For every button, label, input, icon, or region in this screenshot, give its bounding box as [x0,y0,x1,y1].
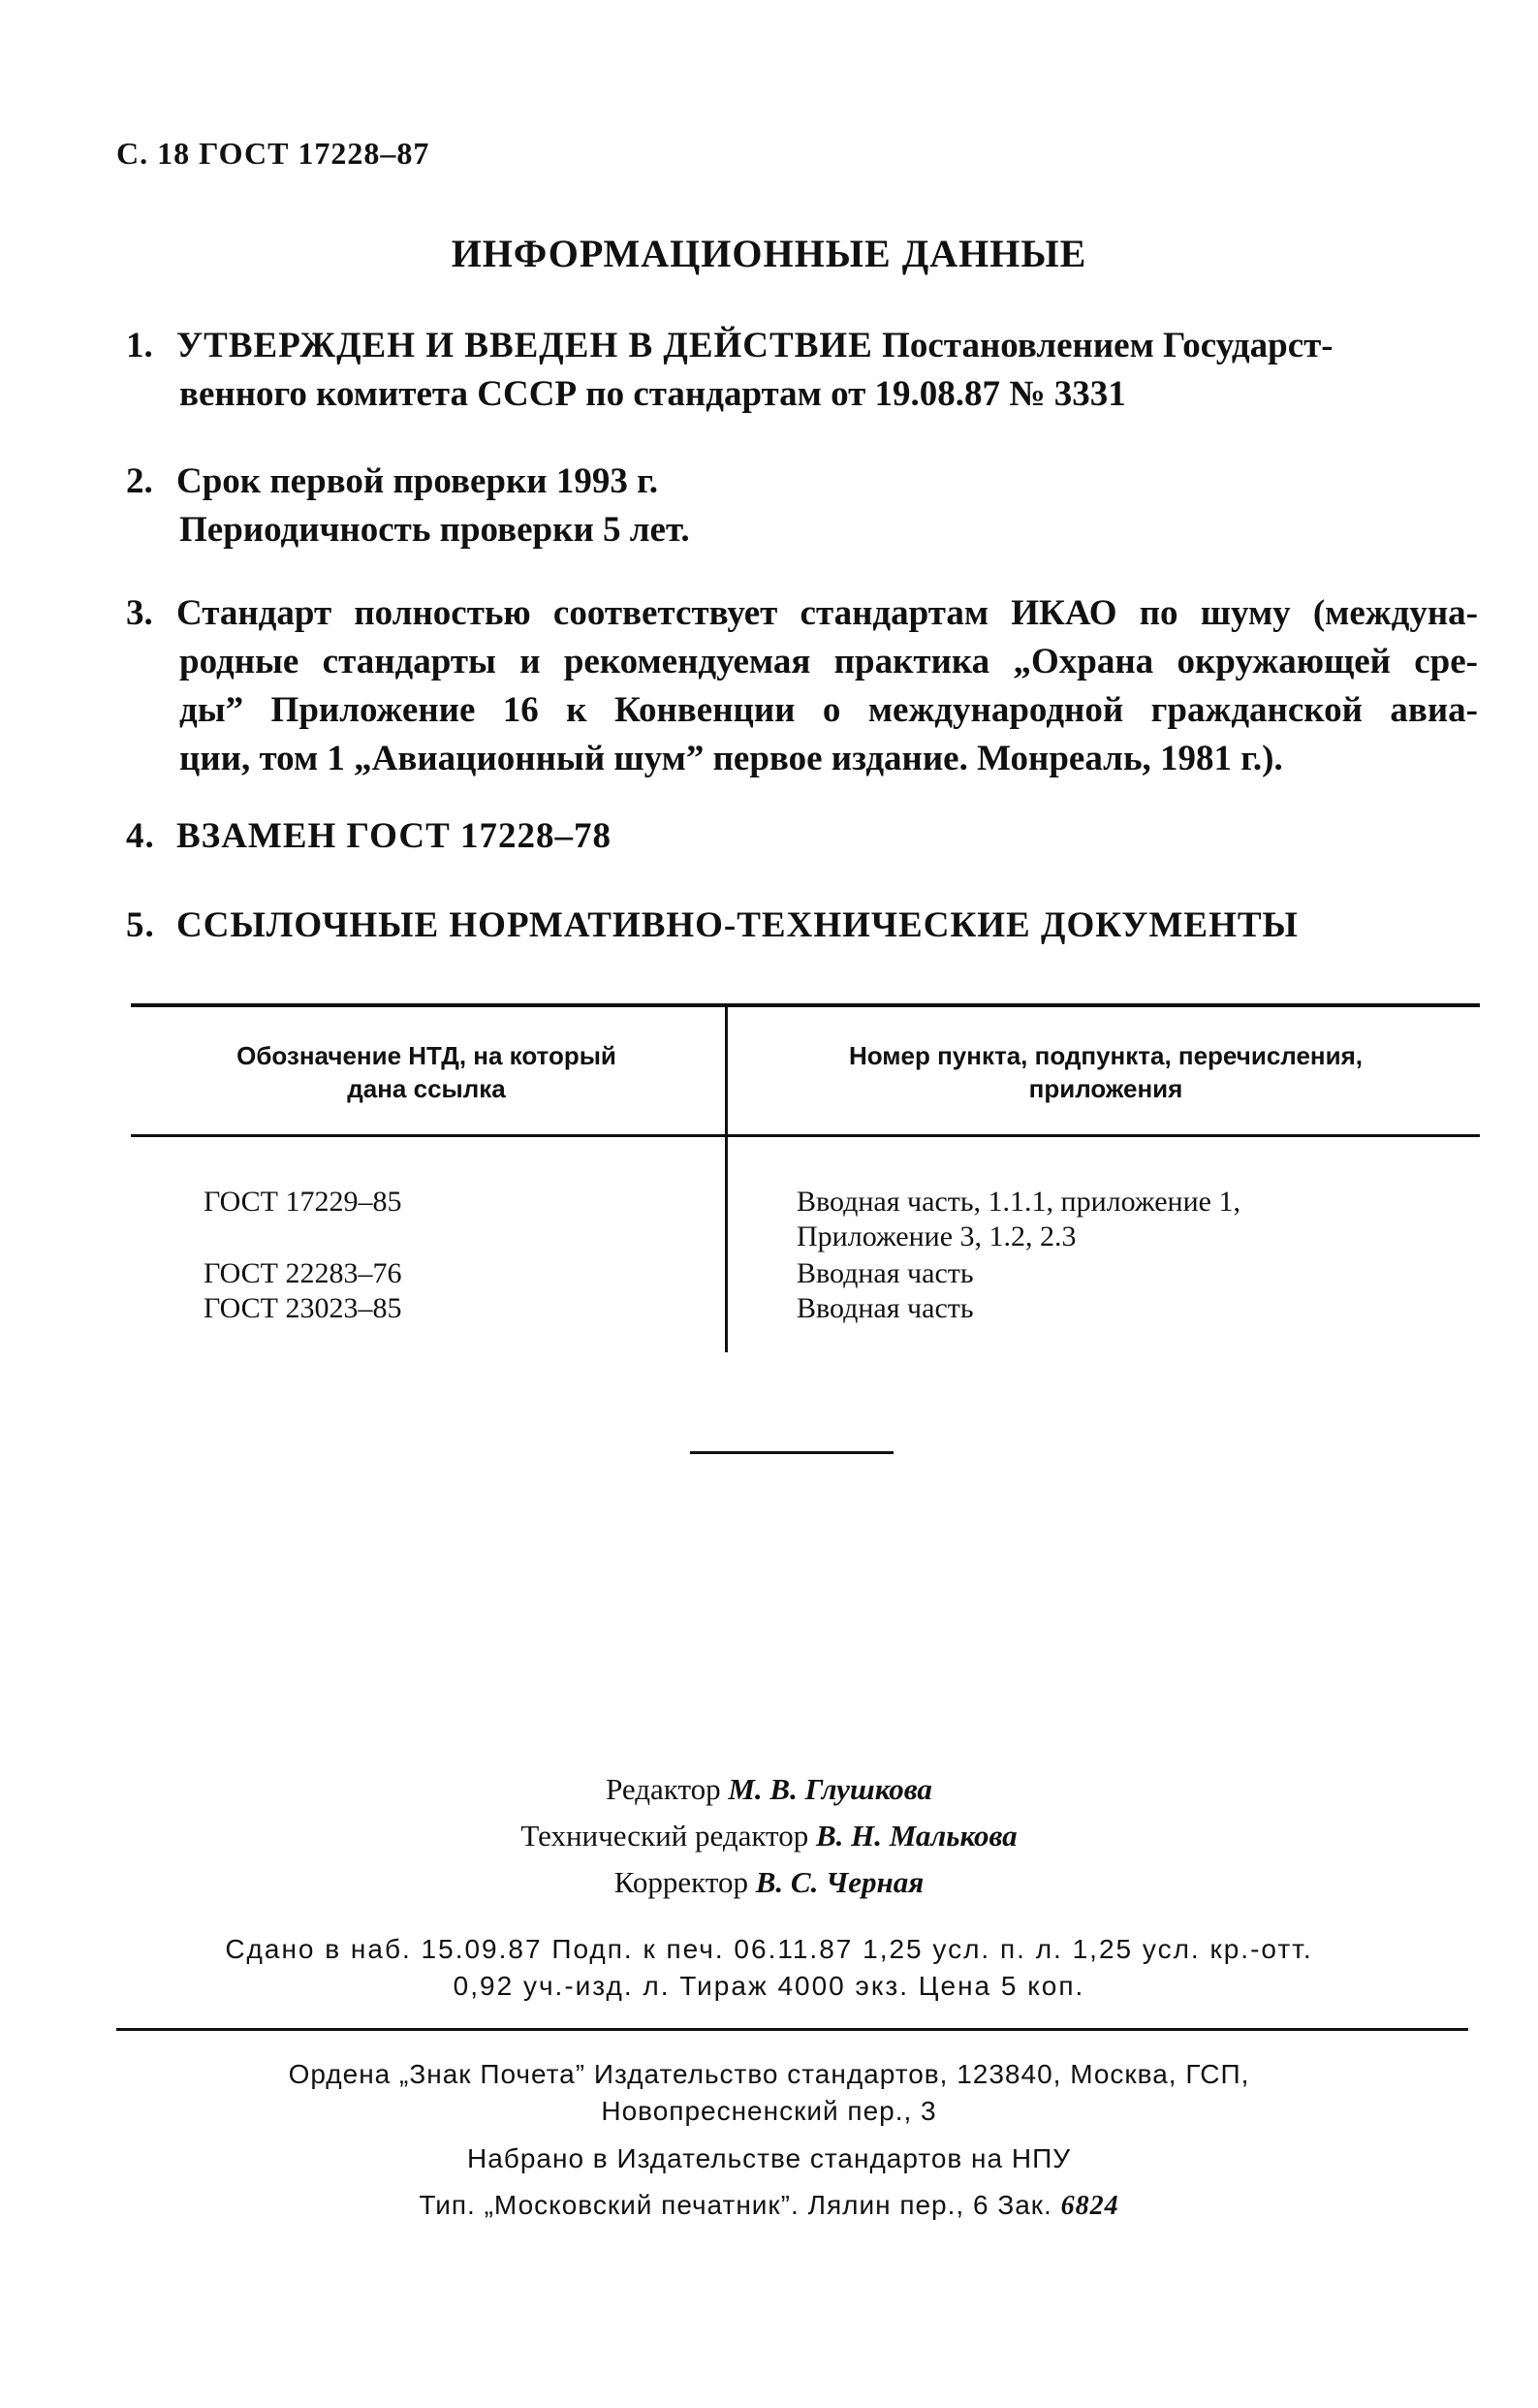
item-number: 1. [126,326,153,365]
credit-line: Технический редактор В. Н. Малькова [520,1819,1018,1853]
info-item-1 [126,322,1478,419]
publisher-line-1: Ордена „Знак Почета” Издательство стандартов, 123840, Москва, ГСП, [288,2059,1250,2089]
item-text-cont: венного комитета СССР по стандартам от 19.08.87 № 3331 [179,374,1126,414]
table-header-clause: Номер пункта, подпункта, перечисления, приложения [848,1041,1364,1103]
info-item-3 [126,589,1478,783]
item-text: Срок первой проверки 1993 г. [176,461,658,501]
item-number: 5. [126,905,155,945]
table-cell-doc: ГОСТ 22283–76 [204,1257,402,1289]
item-number: 2. [126,461,153,501]
info-item-5 [126,902,1478,950]
info-item-2 [126,458,1478,554]
item-text: ВЗАМЕН ГОСТ 17228–78 [176,816,612,856]
table-header-designation: Обозначение НТД, на который дана ссылка [236,1041,616,1103]
item-number: 3. [126,593,153,633]
publisher-rule [116,2028,1468,2031]
credit-line: Корректор В. С. Черная [613,1865,925,1899]
table-top-rule [131,1003,1480,1007]
item-text: Стандарт полностью соответствует стандартам ИКАО по шуму (междуна- [176,593,1478,633]
publisher-line-2: Новопресненский пер., 3 [601,2096,937,2126]
table-cell-ref: Вводная часть [797,1257,974,1289]
item-text: ССЫЛОЧНЫЕ НОРМАТИВНО-ТЕХНИЧЕСКИЕ ДОКУМЕНТЫ [176,905,1299,945]
table-cell-ref: Вводная часть [797,1292,974,1324]
table-cell-ref: Приложение 3, 1.2, 2.3 [797,1220,1077,1252]
info-item-4 [126,812,1478,861]
item-text-cont: ции, том 1 „Авиационный шум” первое издание. Монреаль, 1981 г.). [179,739,1283,778]
item-text-cont: родные стандарты и рекомендуемая практика „Охрана окружающей сре- [179,642,1478,681]
imprint-line-1: Сдано в наб. 15.09.87 Подп. к печ. 06.11.87 1,25 усл. п. л. 1,25 усл. кр.-отт. [225,1934,1313,1964]
publisher-line-4: Тип. „Московский печатник”. Лялин пер., 6 Зак. 6824 [419,2190,1119,2221]
section-title: ИНФОРМАЦИОННЫЕ ДАННЫЕ [451,232,1087,275]
item-lead: УТВЕРЖДЕН И ВВЕДЕН В ДЕЙСТВИЕ [176,326,873,365]
credit-line: Редактор М. В. Глушкова [606,1772,932,1806]
item-text-cont: ды” Приложение 16 к Конвенции о международной гражданской авиа- [179,690,1478,730]
order-number: 6824 [1060,2191,1119,2221]
item-text-cont: Периодичность проверки 5 лет. [179,510,690,550]
table-cell-doc: ГОСТ 17229–85 [204,1186,402,1218]
page-header: С. 18 ГОСТ 17228–87 [116,136,430,171]
end-divider [690,1451,894,1454]
table-cell-ref: Вводная часть, 1.1.1, приложение 1, [797,1186,1240,1218]
credits-block [0,1766,1538,1906]
table-header-rule [131,1134,1480,1137]
imprint-line-2: 0,92 уч.-изд. л. Тираж 4000 экз. Цена 5 коп. [453,1971,1085,2001]
item-text: Постановлением Государст- [882,326,1334,365]
table-column-divider [725,1005,728,1352]
item-number: 4. [126,816,155,856]
publisher-line-3: Набрано в Издательстве стандартов на НПУ [467,2143,1071,2173]
table-cell-doc: ГОСТ 23023–85 [204,1292,402,1324]
